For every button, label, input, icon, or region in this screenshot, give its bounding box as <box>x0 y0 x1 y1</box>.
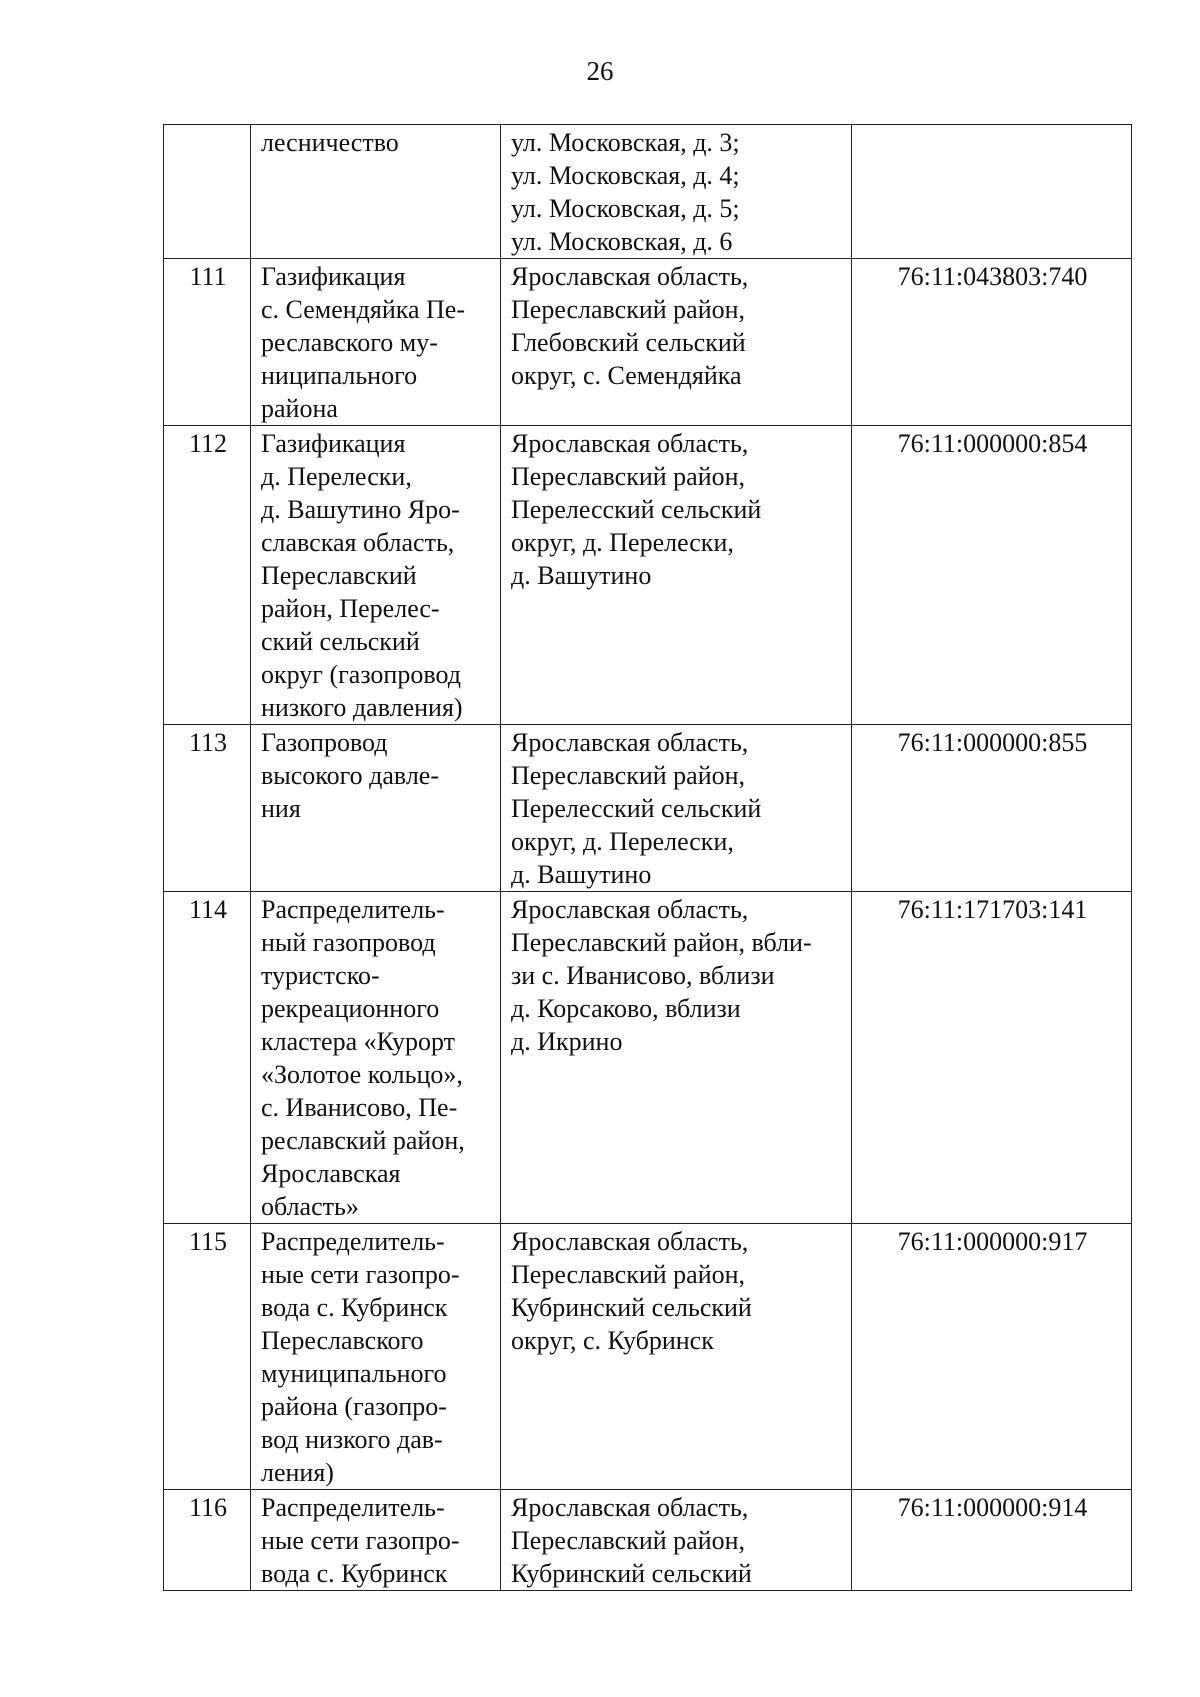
object-name-line: Газопровод <box>261 728 388 757</box>
cadastral-number-cell: 76:11:043803:740 <box>852 259 1132 426</box>
objects-table <box>163 124 1132 1591</box>
object-name-line: ния <box>261 794 301 823</box>
address-line: д. Вашутино <box>511 561 652 590</box>
page-number: 26 <box>586 56 614 86</box>
table-row <box>164 1224 1132 1490</box>
object-name-line: Распределитель- <box>261 1493 445 1522</box>
object-name-line: кластера «Курорт <box>261 1027 456 1056</box>
address-line: Глебовский сельский <box>511 328 746 357</box>
object-name-line: с. Иванисово, Пе- <box>261 1093 458 1122</box>
object-name-line: рекреационного <box>261 994 440 1023</box>
object-name-cell <box>251 892 501 1224</box>
row-number-cell <box>164 125 251 259</box>
object-name-line: реславский район, <box>261 1126 465 1155</box>
address-line: д. Вашутино <box>511 860 652 889</box>
object-name-line: Ярославская <box>261 1159 401 1188</box>
address-line: Ярославская область, <box>511 1493 749 1522</box>
object-name-line: Распределитель- <box>261 895 445 924</box>
address-cell <box>501 259 852 426</box>
object-name-line: Газификация <box>261 262 406 291</box>
cadastral-number-cell <box>852 125 1132 259</box>
cadastral-number-cell: 76:11:000000:854 <box>852 426 1132 725</box>
table-row <box>164 892 1132 1224</box>
row-number-cell: 114 <box>164 892 251 1224</box>
object-name-line: реславского му- <box>261 328 438 357</box>
address-cell <box>501 725 852 892</box>
object-name-line: ления) <box>261 1458 334 1487</box>
table-row <box>164 1490 1132 1591</box>
cadastral-number-cell: 76:11:171703:141 <box>852 892 1132 1224</box>
address-line: Ярославская область, <box>511 895 749 924</box>
object-name-line: округ (газопровод <box>261 660 461 689</box>
object-name-line: Газификация <box>261 429 406 458</box>
object-name-line: лесничество <box>261 128 399 157</box>
object-name-line: района <box>261 394 338 423</box>
address-cell <box>501 125 852 259</box>
address-line: Ярославская область, <box>511 429 749 458</box>
table-row <box>164 426 1132 725</box>
address-line: Перелесский сельский <box>511 495 762 524</box>
object-name-line: низкого давления) <box>261 693 463 722</box>
object-name-line: «Золотое кольцо», <box>261 1060 463 1089</box>
object-name-line: ные сети газопро- <box>261 1526 460 1555</box>
object-name-line: Переславский <box>261 561 417 590</box>
address-line: округ, д. Перелески, <box>511 827 734 856</box>
object-name-line: область» <box>261 1192 359 1221</box>
address-line: округ, с. Семендяйка <box>511 361 742 390</box>
address-line: ул. Московская, д. 5; <box>511 194 740 223</box>
address-line: Переславский район, <box>511 761 746 790</box>
object-name-line: Распределитель- <box>261 1227 445 1256</box>
address-line: округ, с. Кубринск <box>511 1326 714 1355</box>
address-line: Перелесский сельский <box>511 794 762 823</box>
address-line: д. Корсаково, вблизи <box>511 994 741 1023</box>
object-name-line: д. Вашутино Яро- <box>261 495 460 524</box>
object-name-cell <box>251 1490 501 1591</box>
address-cell <box>501 1490 852 1591</box>
object-name-cell <box>251 259 501 426</box>
object-name-line: муниципального <box>261 1359 447 1388</box>
object-name-line: ский сельский <box>261 627 420 656</box>
address-line: округ, д. Перелески, <box>511 528 734 557</box>
object-name-line: с. Семендяйка Пе- <box>261 295 466 324</box>
object-name-cell <box>251 125 501 259</box>
address-line: ул. Московская, д. 3; <box>511 128 740 157</box>
address-line: Ярославская область, <box>511 1227 749 1256</box>
row-number-cell: 115 <box>164 1224 251 1490</box>
cadastral-number-cell: 76:11:000000:917 <box>852 1224 1132 1490</box>
row-number-cell: 113 <box>164 725 251 892</box>
object-name-cell <box>251 426 501 725</box>
address-line: зи с. Иванисово, вблизи <box>511 961 775 990</box>
row-number-cell: 116 <box>164 1490 251 1591</box>
object-name-line: вода с. Кубринск <box>261 1559 448 1588</box>
address-line: Переславский район, <box>511 462 746 491</box>
table-row <box>164 259 1132 426</box>
object-name-line: туристско- <box>261 961 380 990</box>
object-name-line: высокого давле- <box>261 761 439 790</box>
row-number-cell: 112 <box>164 426 251 725</box>
address-line: Переславский район, <box>511 1526 746 1555</box>
object-name-line: славская область, <box>261 528 455 557</box>
object-name-line: ные сети газопро- <box>261 1260 460 1289</box>
object-name-line: Переславского <box>261 1326 424 1355</box>
object-name-cell <box>251 1224 501 1490</box>
address-line: Переславский район, <box>511 1260 746 1289</box>
address-line: Ярославская область, <box>511 728 749 757</box>
address-line: д. Икрино <box>511 1027 623 1056</box>
address-line: Ярославская область, <box>511 262 749 291</box>
object-name-line: район, Перелес- <box>261 594 440 623</box>
cadastral-number-cell: 76:11:000000:914 <box>852 1490 1132 1591</box>
address-cell <box>501 426 852 725</box>
address-line: Переславский район, <box>511 295 746 324</box>
object-name-line: вода с. Кубринск <box>261 1293 448 1322</box>
object-name-line: д. Перелески, <box>261 462 412 491</box>
object-name-line: района (газопро- <box>261 1392 447 1421</box>
address-line: Переславский район, вбли- <box>511 928 812 957</box>
table-row <box>164 725 1132 892</box>
object-name-line: ниципального <box>261 361 418 390</box>
object-name-cell <box>251 725 501 892</box>
address-line: ул. Московская, д. 4; <box>511 161 740 190</box>
address-cell <box>501 892 852 1224</box>
address-cell <box>501 1224 852 1490</box>
address-line: Кубринский сельский <box>511 1293 752 1322</box>
row-number-cell: 111 <box>164 259 251 426</box>
table-row <box>164 125 1132 259</box>
address-line: Кубринский сельский <box>511 1559 752 1588</box>
cadastral-number-cell: 76:11:000000:855 <box>852 725 1132 892</box>
object-name-line: вод низкого дав- <box>261 1425 443 1454</box>
object-name-line: ный газопровод <box>261 928 436 957</box>
address-line: ул. Московская, д. 6 <box>511 227 733 256</box>
